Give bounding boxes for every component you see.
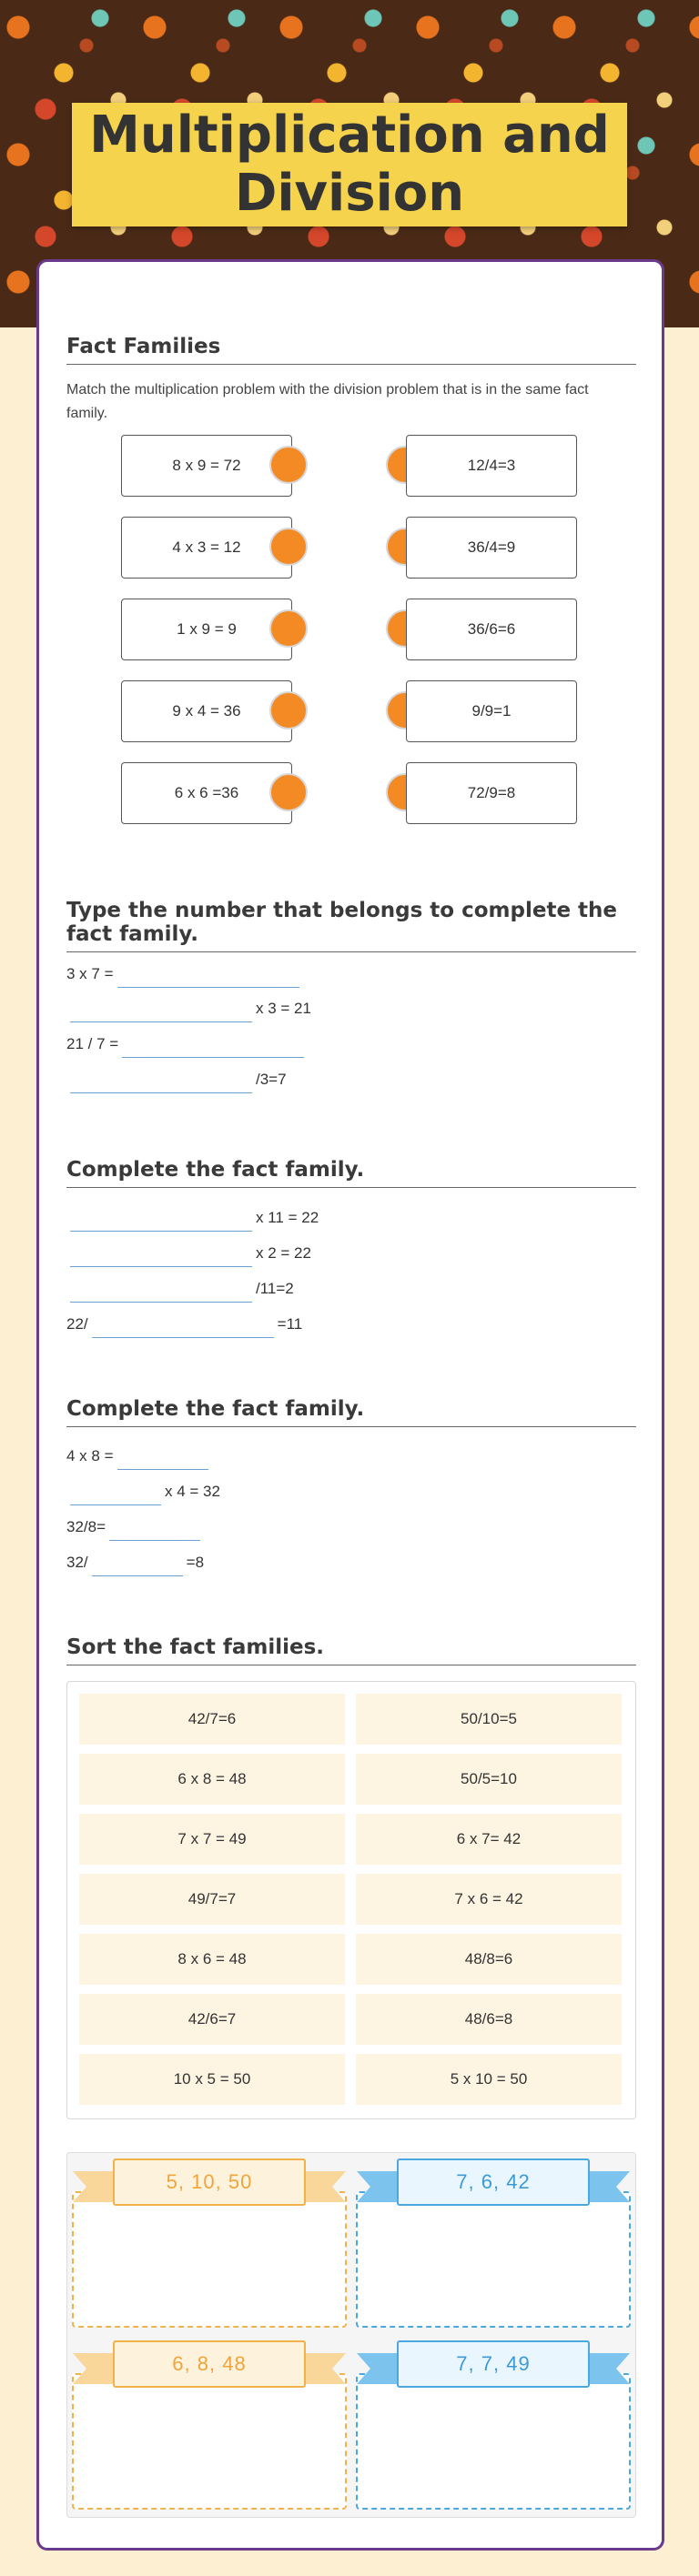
equation-text: 21 / 7 = (66, 1035, 119, 1052)
section-title-sort: Sort the fact families. (66, 1635, 636, 1665)
drop-zone[interactable] (356, 2191, 631, 2328)
sort-item[interactable]: 7 x 7 = 49 (79, 1814, 345, 1865)
equation-text: 4 x 8 = (66, 1447, 114, 1464)
section-title-fact-families: Fact Families (66, 335, 636, 365)
match-right-item[interactable]: 36/4=9 (406, 517, 577, 579)
fill-row (66, 1514, 204, 1541)
bin-label-ribbon (357, 2340, 630, 2391)
equation-text: /3=7 (256, 1071, 287, 1088)
connector-dot[interactable] (269, 446, 308, 484)
fill-row (66, 1549, 204, 1576)
equation-text: 3 x 7 = (66, 965, 114, 982)
match-left-item[interactable]: 6 x 6 =36 (121, 762, 292, 824)
equation-text: =8 (186, 1554, 205, 1571)
answer-input[interactable] (70, 1067, 252, 1093)
worksheet-card (36, 259, 664, 2551)
sort-item[interactable]: 42/6=7 (79, 1994, 345, 2045)
sort-bins-area (66, 2152, 636, 2518)
match-left-item[interactable]: 4 x 3 = 12 (121, 517, 292, 579)
bin-label: 5, 10, 50 (113, 2158, 306, 2206)
sort-item[interactable]: 5 x 10 = 50 (356, 2054, 622, 2105)
bin-label-ribbon (73, 2158, 346, 2209)
equation-text: x 3 = 21 (256, 1000, 311, 1017)
sort-item[interactable]: 49/7=7 (79, 1874, 345, 1925)
bin-label-ribbon (357, 2158, 630, 2209)
match-right-item[interactable]: 36/6=6 (406, 599, 577, 660)
match-right-item[interactable]: 12/4=3 (406, 435, 577, 497)
sort-item[interactable]: 8 x 6 = 48 (79, 1934, 345, 1985)
answer-input[interactable] (117, 1444, 208, 1470)
sort-item[interactable]: 6 x 8 = 48 (79, 1754, 345, 1805)
connector-dot[interactable] (269, 773, 308, 811)
sort-item[interactable]: 50/10=5 (356, 1694, 622, 1745)
bin-label: 6, 8, 48 (113, 2340, 306, 2388)
connector-dot[interactable] (269, 609, 308, 648)
sort-item[interactable]: 48/8=6 (356, 1934, 622, 1985)
answer-input[interactable] (70, 1241, 252, 1267)
instructions: Match the multiplication problem with the division problem that is in the same fact family. (66, 382, 589, 421)
match-left-item[interactable]: 1 x 9 = 9 (121, 599, 292, 660)
sort-item[interactable]: 48/6=8 (356, 1994, 622, 2045)
bin-label: 7, 7, 49 (397, 2340, 590, 2388)
fill-row (66, 1311, 302, 1338)
answer-input[interactable] (70, 1479, 161, 1505)
sort-item[interactable]: 10 x 5 = 50 (79, 2054, 345, 2105)
equation-text: 32/8= (66, 1518, 106, 1535)
drop-zone[interactable] (72, 2191, 347, 2328)
answer-input[interactable] (70, 996, 252, 1022)
fill-row (66, 1066, 287, 1093)
equation-text: x 4 = 32 (165, 1483, 220, 1500)
fill-row (66, 1031, 308, 1058)
sort-item[interactable]: 50/5=10 (356, 1754, 622, 1805)
equation-text: =11 (277, 1315, 303, 1333)
fill-row (66, 1240, 311, 1267)
answer-input[interactable] (109, 1514, 200, 1541)
answer-input[interactable] (70, 1276, 252, 1303)
equation-text: /11=2 (256, 1280, 294, 1297)
title-banner (72, 103, 627, 226)
fill-row (66, 1478, 220, 1505)
match-left-item[interactable]: 9 x 4 = 36 (121, 680, 292, 742)
answer-input[interactable] (122, 1031, 304, 1058)
drop-zone[interactable] (72, 2373, 347, 2510)
match-right-item[interactable]: 9/9=1 (406, 680, 577, 742)
sort-item[interactable]: 42/7=6 (79, 1694, 345, 1745)
equation-text: x 11 = 22 (256, 1209, 319, 1226)
fill-row (66, 995, 311, 1022)
equation-text: x 2 = 22 (256, 1244, 311, 1262)
fill-row (66, 961, 303, 988)
fill-row (66, 1204, 319, 1232)
sort-items-container (66, 1681, 636, 2119)
equation-text: 32/ (66, 1554, 88, 1571)
sort-item[interactable]: 7 x 6 = 42 (356, 1874, 622, 1925)
answer-input[interactable] (92, 1550, 183, 1576)
bin-label-ribbon (73, 2340, 346, 2391)
page-title: Multiplication and Division (89, 106, 610, 223)
equation-text: 22/ (66, 1315, 88, 1333)
section-title-complete-fact-family-2: Complete the fact family. (66, 1397, 636, 1427)
bin-label: 7, 6, 42 (397, 2158, 590, 2206)
sort-item[interactable]: 6 x 7= 42 (356, 1814, 622, 1865)
fill-row (66, 1443, 212, 1470)
fill-row (66, 1275, 294, 1303)
section-title-type-number: Type the number that belongs to complete the fact family. (66, 899, 636, 952)
match-left-item[interactable]: 8 x 9 = 72 (121, 435, 292, 497)
match-right-item[interactable]: 72/9=8 (406, 762, 577, 824)
answer-input[interactable] (117, 961, 299, 988)
section-title-complete-fact-family: Complete the fact family. (66, 1158, 636, 1188)
drop-zone[interactable] (356, 2373, 631, 2510)
connector-dot[interactable] (269, 691, 308, 730)
answer-input[interactable] (70, 1205, 252, 1232)
connector-dot[interactable] (269, 528, 308, 566)
answer-input[interactable] (92, 1312, 274, 1338)
